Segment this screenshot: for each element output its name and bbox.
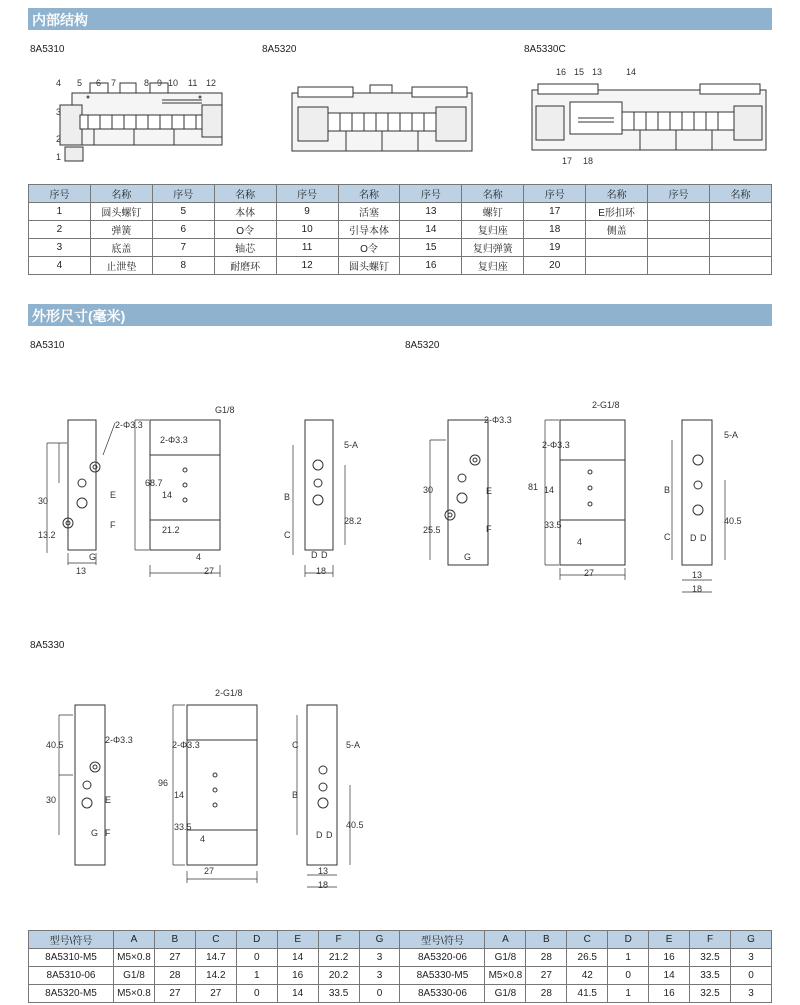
header-cell: 名称 (462, 185, 524, 203)
dim-label: 96 (158, 778, 169, 788)
header-cell: C (195, 931, 236, 949)
dimension-drawing-8a5330 (45, 695, 375, 895)
dim-label: 40.5 (46, 740, 64, 750)
table-cell: 14 (277, 985, 318, 1003)
table-cell: 8A5320-M5 (29, 985, 114, 1003)
table-cell (709, 203, 771, 221)
table-cell: 1 (608, 949, 649, 967)
header-cell: B (154, 931, 195, 949)
table-cell: 13 (400, 203, 462, 221)
dim-label: 30 (46, 795, 57, 805)
table-row (29, 257, 772, 275)
dim-label: C (284, 530, 291, 540)
table-cell: G1/8 (485, 985, 526, 1003)
table-cell: 20 (524, 257, 586, 275)
header-cell: C (567, 931, 608, 949)
table-cell: 27 (526, 967, 567, 985)
table-cell: 12 (276, 257, 338, 275)
section-bar-internal (28, 8, 772, 30)
dim-label: D (321, 550, 328, 560)
cross-section-8a5310 (50, 75, 225, 170)
table-cell (648, 221, 710, 239)
dim-label: C (292, 740, 299, 750)
dim-label: 13 (692, 570, 703, 580)
dim-label: G1/8 (215, 405, 235, 415)
dim-label: 27 (584, 568, 595, 578)
table-cell: 28 (526, 949, 567, 967)
header-cell: 型号\符号 (400, 931, 485, 949)
table-cell: 1 (236, 967, 277, 985)
dim-label: 21.2 (162, 525, 180, 535)
dim-label: 14 (174, 790, 185, 800)
dim-label: D (316, 830, 323, 840)
callout: 10 (168, 78, 179, 88)
dim-label: 33.5 (174, 822, 192, 832)
table-cell: 复归座 (462, 221, 524, 239)
table-cell: 32.5 (690, 985, 731, 1003)
table-cell: 3 (29, 239, 91, 257)
model-label-8a5330c: 8A5330C (524, 44, 566, 55)
table-cell: 41.5 (567, 985, 608, 1003)
dim-label: 40.5 (346, 820, 364, 830)
table-cell: 复归弹簧 (462, 239, 524, 257)
section-title-internal: 内部结构 (32, 12, 88, 28)
dim-label: 5-A (346, 740, 361, 750)
callout: 1 (56, 152, 62, 162)
header-cell: E (649, 931, 690, 949)
table-cell: 28 (526, 985, 567, 1003)
table-cell: 19 (524, 239, 586, 257)
table-cell: 6 (152, 221, 214, 239)
callout: 3 (56, 107, 62, 117)
dim-label: B (664, 485, 671, 495)
callout: 13 (592, 67, 603, 77)
header-cell: 序号 (400, 185, 462, 203)
model-label-8a5320: 8A5320 (262, 44, 297, 55)
table-cell: 21.2 (318, 949, 359, 967)
dim-label: 27 (204, 566, 215, 576)
table-cell: 复归座 (462, 257, 524, 275)
callout: 18 (583, 156, 594, 166)
dim-label: 25.5 (423, 525, 441, 535)
dim-label: 33.5 (544, 520, 562, 530)
table-cell: 27 (154, 985, 195, 1003)
table-cell: 8A5330-M5 (400, 967, 485, 985)
table-cell: 本体 (214, 203, 276, 221)
dim-label: 2-Φ3.3 (484, 415, 512, 425)
table-cell: 螺钉 (462, 203, 524, 221)
dim-title-8a5310: 8A5310 (30, 340, 65, 351)
table-cell (648, 257, 710, 275)
dim-label: D (700, 533, 707, 543)
dim-label: 28.2 (344, 516, 362, 526)
table-cell: 侧盖 (586, 221, 648, 239)
dim-label: F (110, 520, 116, 530)
table-cell: 3 (730, 985, 771, 1003)
table-cell: 14 (649, 967, 690, 985)
table-cell: 0 (608, 967, 649, 985)
header-cell: G (359, 931, 400, 949)
table-cell: 1 (608, 985, 649, 1003)
table-cell (586, 239, 648, 257)
dim-label: G (89, 552, 97, 562)
dim-label: 14 (544, 485, 555, 495)
callout: 7 (111, 78, 117, 88)
dim-label: 40.5 (724, 516, 742, 526)
table-cell: 5 (152, 203, 214, 221)
table-cell: 1 (29, 203, 91, 221)
table-cell: 8A5320-06 (400, 949, 485, 967)
dim-label: 14 (162, 490, 173, 500)
callout: 5 (77, 78, 83, 88)
header-cell: 序号 (524, 185, 586, 203)
table-cell: 3 (359, 967, 400, 985)
table-cell: 底盖 (90, 239, 152, 257)
callout: 16 (556, 67, 567, 77)
dim-label: F (105, 828, 111, 838)
dim-label: 5-A (344, 440, 359, 450)
header-cell: 型号\符号 (29, 931, 114, 949)
table-cell: 0 (730, 967, 771, 985)
dim-label: 18 (316, 566, 327, 576)
header-cell: 名称 (338, 185, 400, 203)
table-cell: 20.2 (318, 967, 359, 985)
header-cell: A (114, 931, 155, 949)
table-cell: 10 (276, 221, 338, 239)
table-cell (648, 203, 710, 221)
dim-label: B (292, 790, 299, 800)
table-cell: G1/8 (485, 949, 526, 967)
dim-label: 81 (528, 482, 539, 492)
section-title-outline: 外形尺寸(毫米) (32, 308, 126, 324)
table-row (29, 221, 772, 239)
table-cell: 27 (154, 949, 195, 967)
table-cell: 3 (359, 949, 400, 967)
table-cell: 耐磨环 (214, 257, 276, 275)
callout: 12 (206, 78, 217, 88)
dim-title-8a5330: 8A5330 (30, 640, 65, 651)
callout: 11 (188, 78, 198, 88)
dim-label: D (690, 533, 697, 543)
table-cell: 26.5 (567, 949, 608, 967)
table-cell: 42 (567, 967, 608, 985)
table-row (29, 239, 772, 257)
dim-label: 30 (423, 485, 434, 495)
table-cell: 33.5 (318, 985, 359, 1003)
table-cell: E形扣环 (586, 203, 648, 221)
header-cell: G (730, 931, 771, 949)
table-cell: M5×0.8 (114, 949, 155, 967)
table-cell: 18 (524, 221, 586, 239)
parts-table-header (29, 185, 772, 203)
table-row (29, 985, 772, 1003)
header-cell: 名称 (709, 185, 771, 203)
table-cell: 28 (154, 967, 195, 985)
table-cell: 16 (649, 949, 690, 967)
header-cell: 序号 (648, 185, 710, 203)
table-cell: 弹簧 (90, 221, 152, 239)
table-cell: 9 (276, 203, 338, 221)
table-cell: 8A5310-M5 (29, 949, 114, 967)
dim-label: 2-Φ3.3 (542, 440, 570, 450)
dim-label: D (326, 830, 333, 840)
table-cell (709, 257, 771, 275)
table-cell: O令 (214, 221, 276, 239)
table-cell: 14.2 (195, 967, 236, 985)
dim-label: 4 (196, 552, 202, 562)
table-cell: 3 (730, 949, 771, 967)
table-cell: O令 (338, 239, 400, 257)
table-cell: 圆头螺钉 (338, 257, 400, 275)
table-cell: 17 (524, 203, 586, 221)
table-cell: 0 (359, 985, 400, 1003)
parts-table (28, 184, 772, 275)
header-cell: 序号 (152, 185, 214, 203)
table-cell: G1/8 (114, 967, 155, 985)
dim-label: 27 (204, 866, 215, 876)
header-cell: D (608, 931, 649, 949)
dim-label: 68.7 (145, 478, 163, 488)
dim-label: 2-Φ3.3 (115, 420, 143, 430)
table-cell: 0 (236, 949, 277, 967)
header-cell: 名称 (586, 185, 648, 203)
table-cell: 8A5330-06 (400, 985, 485, 1003)
dim-label: 13 (76, 566, 87, 576)
dim-label: 30 (38, 496, 49, 506)
dim-label: E (105, 795, 112, 805)
header-cell: B (526, 931, 567, 949)
header-cell: E (277, 931, 318, 949)
table-cell: 轴芯 (214, 239, 276, 257)
table-cell: 引导本体 (338, 221, 400, 239)
dim-label: 13.2 (38, 530, 56, 540)
header-cell: 序号 (29, 185, 91, 203)
table-cell: 0 (236, 985, 277, 1003)
table-row (29, 967, 772, 985)
dim-label: 4 (200, 834, 206, 844)
table-cell: 止泄垫 (90, 257, 152, 275)
dim-label: E (110, 490, 117, 500)
dimensions-table-header (29, 931, 772, 949)
table-cell: 16 (277, 967, 318, 985)
header-cell: F (690, 931, 731, 949)
table-cell: 14 (277, 949, 318, 967)
cross-section-8a5330c (530, 80, 770, 165)
dim-label: G (464, 552, 472, 562)
dim-label: 5-A (724, 430, 739, 440)
dim-label: F (486, 524, 492, 534)
dim-title-8a5320: 8A5320 (405, 340, 440, 351)
dim-label: 13 (318, 866, 329, 876)
table-cell: 圆头螺钉 (90, 203, 152, 221)
callout: 6 (96, 78, 102, 88)
dim-label: B (284, 492, 291, 502)
dimensions-table (28, 930, 772, 1003)
callout: 4 (56, 78, 62, 88)
table-cell (709, 239, 771, 257)
dim-label: 2-G1/8 (215, 688, 243, 698)
dim-label: D (311, 550, 318, 560)
header-cell: 名称 (90, 185, 152, 203)
table-cell: 2 (29, 221, 91, 239)
table-cell (709, 221, 771, 239)
table-cell: 7 (152, 239, 214, 257)
table-cell: M5×0.8 (485, 967, 526, 985)
table-cell: 32.5 (690, 949, 731, 967)
header-cell: F (318, 931, 359, 949)
dim-label: 2-G1/8 (592, 400, 620, 410)
dim-label: 18 (318, 880, 329, 890)
dim-label: C (664, 532, 671, 542)
table-cell: 8 (152, 257, 214, 275)
dim-label: 2-Φ3.3 (105, 735, 133, 745)
table-cell: 11 (276, 239, 338, 257)
callout: 9 (157, 78, 163, 88)
table-cell: 8A5310-06 (29, 967, 114, 985)
table-cell: M5×0.8 (114, 985, 155, 1003)
callout: 14 (626, 67, 637, 77)
callout: 8 (144, 78, 150, 88)
header-cell: A (485, 931, 526, 949)
callout: 17 (562, 156, 573, 166)
table-cell (648, 239, 710, 257)
callout: 15 (574, 67, 585, 77)
table-cell: 27 (195, 985, 236, 1003)
dim-label: G (91, 828, 99, 838)
table-cell: 14.7 (195, 949, 236, 967)
header-cell: 名称 (214, 185, 276, 203)
table-cell: 活塞 (338, 203, 400, 221)
section-bar-outline (28, 304, 772, 326)
header-cell: D (236, 931, 277, 949)
table-cell: 16 (400, 257, 462, 275)
model-label-8a5310: 8A5310 (30, 44, 65, 55)
dim-label: 18 (692, 584, 703, 594)
table-cell (586, 257, 648, 275)
table-row (29, 949, 772, 967)
table-cell: 16 (649, 985, 690, 1003)
table-cell: 4 (29, 257, 91, 275)
table-cell: 14 (400, 221, 462, 239)
table-row (29, 203, 772, 221)
table-cell: 15 (400, 239, 462, 257)
callout: 2 (56, 134, 62, 144)
cross-section-8a5320 (290, 83, 475, 163)
dim-label: 4 (577, 537, 583, 547)
table-cell: 33.5 (690, 967, 731, 985)
header-cell: 序号 (276, 185, 338, 203)
dim-label: 2-Φ3.3 (160, 435, 188, 445)
dim-label: 2-Φ3.3 (172, 740, 200, 750)
dim-label: E (486, 486, 493, 496)
